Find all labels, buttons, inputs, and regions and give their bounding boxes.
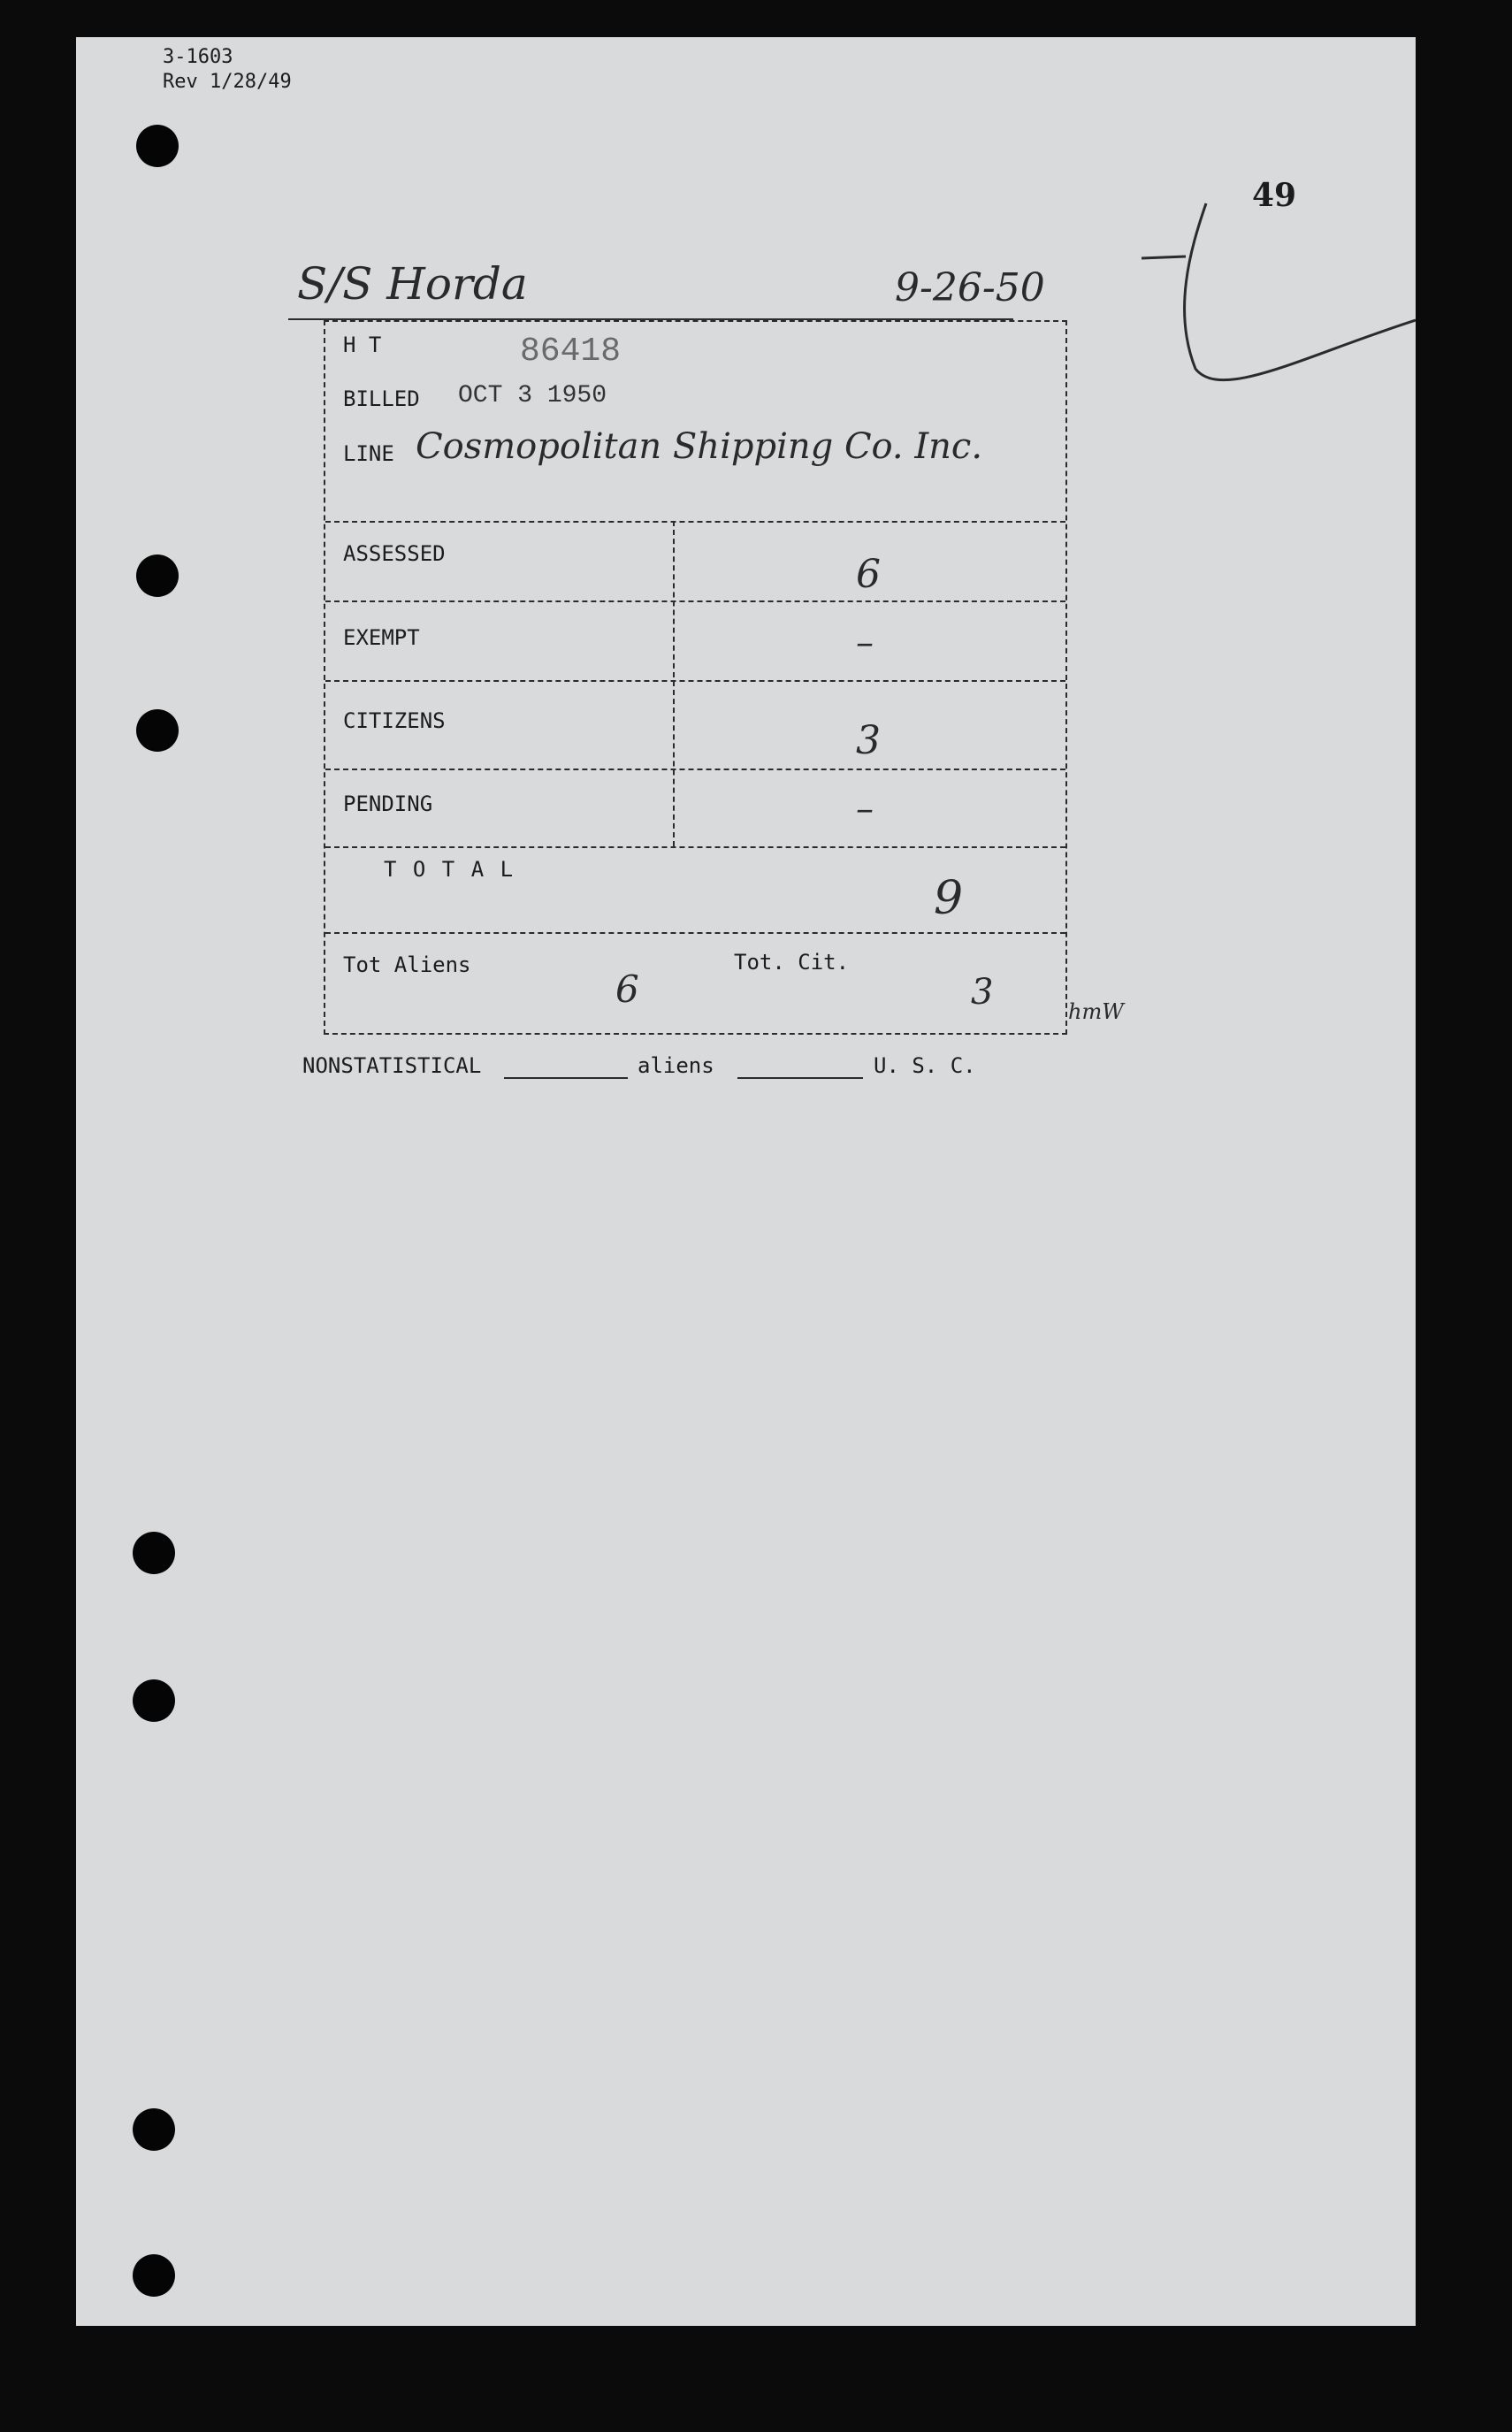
divider xyxy=(325,521,1065,523)
column-divider xyxy=(673,521,675,846)
total-aliens-label: Tot Aliens xyxy=(343,952,471,977)
total-aliens-value: 6 xyxy=(615,967,639,1011)
nonstatistical-blank xyxy=(504,1077,628,1079)
row-label-citizens: CITIZENS xyxy=(343,708,446,733)
row-label-total: T O T A L xyxy=(384,857,515,882)
punch-hole xyxy=(133,2254,175,2297)
line-label: LINE xyxy=(343,441,394,466)
arrival-date: 9-26-50 xyxy=(895,265,1045,310)
punch-hole xyxy=(136,709,179,752)
total-citizens-label: Tot. Cit. xyxy=(734,950,850,975)
row-label-exempt: EXEMPT xyxy=(343,625,420,650)
billed-date: OCT 3 1950 xyxy=(458,382,607,409)
divider xyxy=(325,846,1065,848)
row-value-exempt: – xyxy=(856,623,874,663)
usc-label: U. S. C. xyxy=(874,1053,976,1078)
divider xyxy=(325,769,1065,770)
vessel-name: S/S Horda xyxy=(297,258,528,310)
ht-number: 86418 xyxy=(520,333,622,371)
row-value-pending: – xyxy=(856,789,874,830)
row-label-pending: PENDING xyxy=(343,792,433,816)
clerk-initials: hmW xyxy=(1068,999,1124,1024)
nonstatistical-label: NONSTATISTICAL xyxy=(302,1053,482,1078)
billed-label: BILLED xyxy=(343,386,420,411)
punch-hole xyxy=(136,125,179,167)
divider xyxy=(325,932,1065,934)
punch-hole xyxy=(136,554,179,597)
check-mark-icon xyxy=(1137,170,1416,426)
document-sheet xyxy=(76,37,1416,2326)
punch-hole xyxy=(133,1679,175,1722)
divider xyxy=(325,600,1065,602)
row-value-total: 9 xyxy=(934,872,964,925)
row-label-assessed: ASSESSED xyxy=(343,541,446,566)
footer-aliens-label: aliens xyxy=(638,1053,714,1078)
form-number: 3-1603 xyxy=(163,46,233,68)
row-value-assessed: 6 xyxy=(856,552,881,597)
punch-hole xyxy=(133,2108,175,2151)
divider xyxy=(325,680,1065,682)
ht-label: H T xyxy=(343,333,382,357)
record-form xyxy=(324,320,1067,1035)
line-value: Cosmopolitan Shipping Co. Inc. xyxy=(416,426,983,467)
page-number: 49 xyxy=(1252,177,1297,214)
punch-hole xyxy=(133,1532,175,1574)
total-citizens-value: 3 xyxy=(971,972,994,1013)
row-value-citizens: 3 xyxy=(856,718,881,763)
usc-blank xyxy=(737,1077,863,1079)
form-revision: Rev 1/28/49 xyxy=(163,71,292,93)
